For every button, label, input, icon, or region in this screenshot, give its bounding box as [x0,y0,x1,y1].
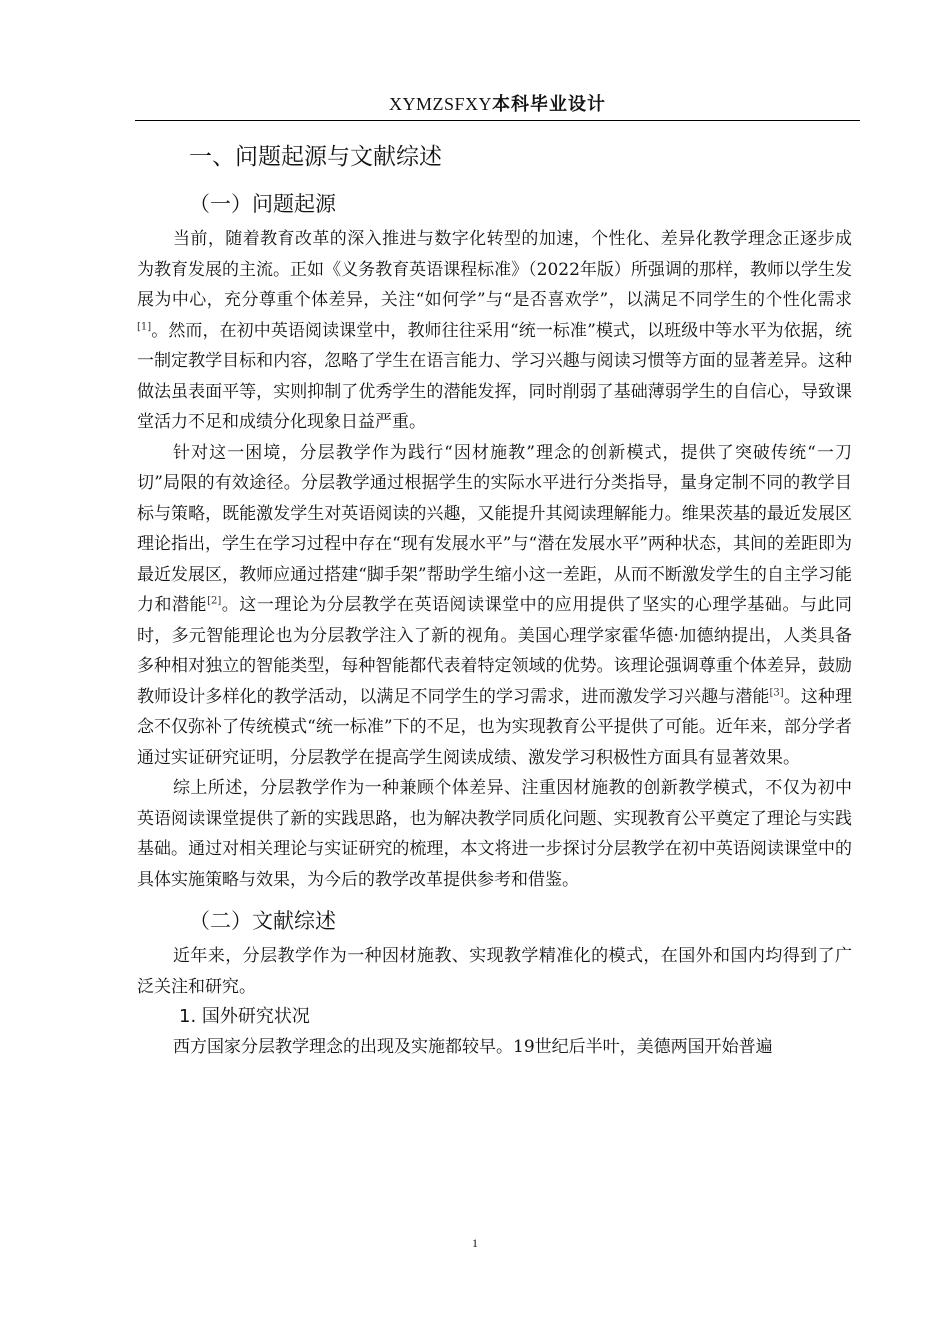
paragraph-4: 近年来，分层教学作为一种因材施教、实现教学精准化的模式，在国外和国内均得到了广泛关注和研究。 [137,946,852,997]
chapter-heading: 一、问题起源与文献综述 [189,144,442,170]
paragraph-2-text-b: 。这一理论为分层教学在英语阅读课堂中的应用提供了坚实的心理学基础。与此同时，多元智能理论也为分层教学注入了新的视角。美国心理学家霍华德·加德纳提出，人类具备多种相对独立的智能类型，每种智能都代表着特定领域的优势。该理论强调尊重个体差异，鼓励教师设计多样化的教学活动，以满足不同学生的学习需求，进而激发学习兴趣与潜能 [137,595,853,707]
section-heading-review: （二）文献综述 [189,909,336,933]
header-title: 本科毕业设计 [492,94,607,115]
paragraph-2-text-c: 。这种理念不仅弥补了传统模式“统一标准”下的不足，也为实现教育公平提供了可能。近年来，部分学者通过实证研究证明，分层教学在提高学生阅读成绩、激发学习积极性方面具有显著效果。 [137,686,852,768]
paragraph-1-text-b: 。然而，在初中英语阅读课堂中，教师往往采用“统一标准”模式，以班级中等水平为依据，统一制定教学目标和内容，忽略了学生在语言能力、学习兴趣与阅读习惯等方面的显著差异。这种做法虽表面平等，实则抑制了优秀学生的潜能发挥，同时削弱了基础薄弱学生的自信心，导致课堂活力不足和成绩分化现象日益严重。 [137,320,852,432]
citation-1: [1] [137,320,152,332]
citation-3: [3] [769,686,784,698]
paragraph-1 [137,224,852,438]
paragraph-3: 综上所述，分层教学作为一种兼顾个体差异、注重因材施教的创新教学模式，不仅为初中英语阅读课堂提供了新的实践思路，也为解决教学同质化问题、实现教育公平奠定了理论与实践基础。通过对相关理论与实证研究的梳理，本文将进一步探讨分层教学在初中英语阅读课堂中的具体实施策略与效果，为今后的教学改革提供参考和借鉴。 [137,778,852,890]
paragraph-1-text-a: 当前，随着教育改革的深入推进与数字化转型的加速，个性化、差异化教学理念正逐步成为教育发展的主流。正如《义务教育英语课程标准》（2022年版）所强调的那样，教师以学生发展为中心，充分尊重个体差异，关注“如何学”与“是否喜欢学”，以满足不同学生的个性化需求 [137,229,852,310]
header-divider [135,120,860,121]
paragraph-5: 西方国家分层教学理念的出现及实施都较早。19世纪后半叶，美德两国开始普遍 [173,1037,773,1057]
page-body [137,136,852,1063]
paragraph-2 [137,438,852,774]
page-number: 1 [472,1236,478,1250]
page-header [135,90,860,120]
paragraph-2-text-a: 针对这一困境，分层教学作为践行“因材施教”理念的创新模式，提供了突破传统“一刀切”局限的有效途径。分层教学通过根据学生的实际水平进行分类指导，量身定制不同的教学目标与策略，既能激发学生对英语阅读的兴趣，又能提升其阅读理解能力。维果茨基的最近发展区理论指出，学生在学习过程中存在“现有发展水平”与“潜在发展水平”两种状态，其间的差距即为最近发展区，教师应通过搭建“脚手架”帮助学生缩小这一差距，从而不断激发学生的自主学习能力和潜能 [137,442,852,615]
section-heading-origin: （一）问题起源 [189,192,336,216]
header-school-code: XYMZSFXY [388,94,493,114]
subsection-heading-foreign: 1. 国外研究状况 [179,1006,310,1027]
citation-2: [2] [207,595,222,607]
